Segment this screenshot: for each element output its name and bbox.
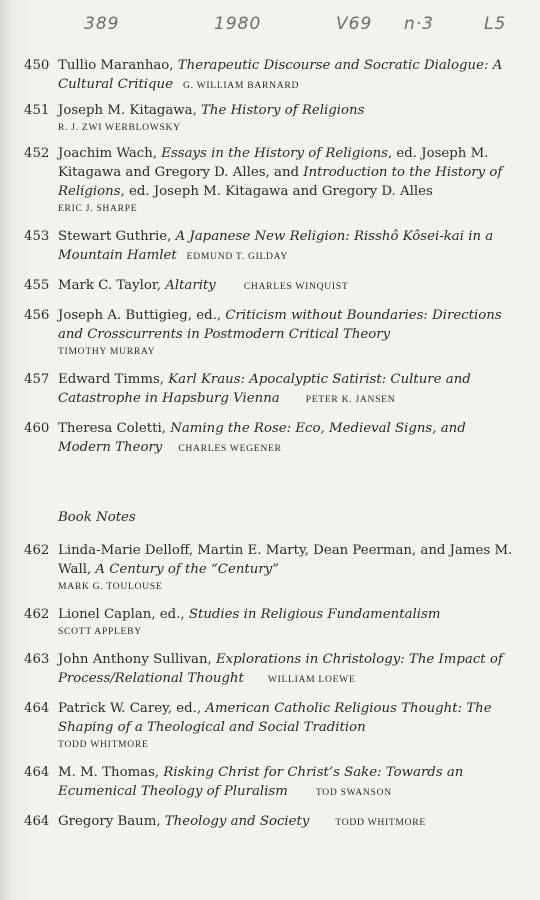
book-title: Criticism without Boundaries: Directions and Crosscurrents in Postmodern Critical Theory: [58, 308, 502, 342]
author: Joachim Wach,: [58, 146, 162, 161]
editor-info: , ed. Joseph M. Kitagawa and Gregory D. Alles, and: [58, 146, 489, 180]
entry-text: [58, 763, 520, 802]
page-number: 453: [24, 229, 50, 244]
reviewer: ERIC J. SHARPE: [58, 203, 138, 214]
entry-text: [58, 227, 520, 266]
book-title: A Japanese New Religion: Risshô Kôsei-kai in a Mountain Hamlet: [58, 229, 494, 263]
list-item: [24, 699, 520, 753]
reviewer: PETER K. JANSEN: [305, 394, 396, 405]
handwritten-call-number: [0, 14, 540, 40]
entry-text: [58, 370, 520, 409]
reviewer: TOD SWANSON: [315, 787, 392, 798]
book-title: Explorations in Christology: The Impact of Process/Relational Thought: [58, 652, 503, 686]
book-title: Essays in the History of Religions: [161, 146, 388, 161]
reviewer: TIMOTHY MURRAY: [58, 346, 156, 357]
list-item: [24, 650, 520, 689]
handwritten-mark: 1980: [214, 14, 262, 34]
reviewer: TODD WHITMORE: [58, 739, 149, 750]
author: M. M. Thomas,: [58, 765, 164, 780]
book-title: Naming the Rose: Eco, Medieval Signs, and Modern Theory: [58, 421, 466, 455]
list-item: [24, 227, 520, 266]
reviewer: WILLIAM LOEWE: [267, 674, 356, 685]
entry-text: [58, 650, 520, 689]
author: Mark C. Taylor,: [58, 278, 166, 293]
entry-text: [58, 306, 520, 360]
list-item: [24, 56, 520, 95]
entry-text: [58, 541, 520, 595]
page-number: 462: [24, 543, 50, 558]
handwritten-mark: 389: [84, 14, 120, 34]
page-number: 464: [24, 814, 50, 829]
entry-text: [58, 276, 520, 296]
reviewer: CHARLES WEGENER: [178, 443, 282, 454]
page-number: 464: [24, 765, 50, 780]
list-item: [24, 276, 520, 296]
page-number: 460: [24, 421, 50, 436]
reviewer: EDMUND T. GILDAY: [186, 251, 289, 262]
list-item: [24, 306, 520, 360]
entry-text: [58, 812, 520, 832]
reviewer: G. WILLIAM BARNARD: [182, 80, 300, 91]
reviewer: R. J. ZWI WERBLOWSKY: [58, 122, 181, 133]
reviewer: CHARLES WINQUIST: [243, 281, 349, 292]
page-number: 455: [24, 278, 50, 293]
handwritten-mark: n·3: [404, 14, 434, 34]
page-number: 462: [24, 607, 50, 622]
entry-text: [58, 419, 520, 458]
list-item: [24, 605, 520, 640]
page-number: 463: [24, 652, 50, 667]
author: Joseph M. Kitagawa,: [58, 103, 202, 118]
list-item: [24, 419, 520, 458]
author: Lionel Caplan, ed.,: [58, 607, 189, 622]
list-item: [24, 370, 520, 409]
book-title: Studies in Religious Fundamentalism: [188, 607, 441, 622]
reviewer: SCOTT APPLEBY: [58, 626, 142, 637]
author: Gregory Baum,: [58, 814, 165, 829]
page-number: 451: [24, 103, 50, 118]
book-title: Theology and Society: [164, 814, 310, 829]
editor-info-2: , ed. Joseph M. Kitagawa and Gregory D. Alles: [120, 184, 433, 199]
list-item: [24, 101, 520, 136]
list-item: [24, 541, 520, 595]
author: Edward Timms,: [58, 372, 169, 387]
entry-text: [58, 56, 520, 95]
book-title: A Century of the “Century”: [95, 562, 279, 577]
entry-text: [58, 699, 520, 753]
entry-text: [58, 605, 520, 640]
section-heading-book-notes: Book Notes: [58, 510, 136, 525]
page-number: 464: [24, 701, 50, 716]
contents-list: [24, 56, 520, 832]
list-item: [24, 763, 520, 802]
list-item: [24, 812, 520, 832]
book-title: Therapeutic Discourse and Socratic Dialogue: A Cultural Critique: [58, 58, 503, 92]
book-title: Altarity: [165, 278, 216, 293]
book-title: Risking Christ for Christ’s Sake: Towards an Ecumenical Theology of Pluralism: [58, 765, 464, 799]
author: Stewart Guthrie,: [58, 229, 176, 244]
handwritten-mark: L5: [484, 14, 507, 34]
list-item: [24, 144, 520, 217]
page-number: 452: [24, 146, 50, 161]
book-title: Karl Kraus: Apocalyptic Satirist: Culture and Catastrophe in Hapsburg Vienna: [58, 372, 471, 406]
author: Joseph A. Buttigieg, ed.,: [58, 308, 226, 323]
author: Tullio Maranhao,: [58, 58, 178, 73]
entry-text: [58, 144, 520, 217]
reviewer: TODD WHITMORE: [335, 817, 426, 828]
author: Patrick W. Carey, ed.,: [58, 701, 206, 716]
page-number: 457: [24, 372, 50, 387]
author: John Anthony Sullivan,: [58, 652, 216, 667]
book-title: American Catholic Religious Thought: The Shaping of a Theological and Social Tradition: [58, 701, 492, 735]
page-number: 450: [24, 58, 50, 73]
reviewer: MARK G. TOULOUSE: [58, 581, 163, 592]
book-title-2: Introduction to the History of Religions: [58, 165, 503, 199]
author: Theresa Coletti,: [58, 421, 171, 436]
page-number: 456: [24, 308, 50, 323]
entry-text: [58, 101, 520, 136]
book-title: The History of Religions: [201, 103, 365, 118]
handwritten-mark: V69: [336, 14, 373, 34]
author: Linda-Marie Delloff, Martin E. Marty, Dean Peerman, and James M. Wall,: [58, 543, 513, 577]
